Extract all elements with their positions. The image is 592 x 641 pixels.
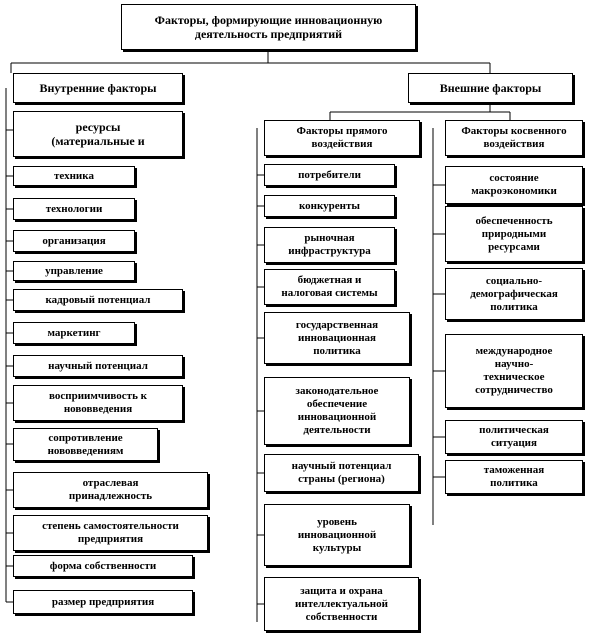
indirect-factor-customs-policy: таможенная политика	[445, 460, 583, 494]
internal-factor-size: размер предприятия	[13, 590, 193, 614]
diagram-title: Факторы, формирующие инновационную деятельность предприятий	[121, 4, 416, 50]
indirect-factor-natural-resources: обеспеченность природными ресурсами	[445, 206, 583, 262]
indirect-factor-macroeconomy: состояние макроэкономики	[445, 166, 583, 204]
internal-factor-receptivity: восприимчивость к нововведения	[13, 385, 183, 421]
direct-factor-budget-tax: бюджетная и налоговая системы	[264, 269, 395, 305]
indirect-factor-political-situation: политическая ситуация	[445, 420, 583, 454]
indirect-factor-international-cooperation: международное научно- техническое сотрудничество	[445, 334, 583, 408]
direct-factor-market-infrastructure: рыночная инфраструктура	[264, 227, 395, 263]
internal-factor-technology: технологии	[13, 198, 135, 220]
internal-factor-marketing: маркетинг	[13, 322, 135, 344]
direct-factor-consumers: потребители	[264, 164, 395, 186]
internal-factor-ownership: форма собственности	[13, 555, 193, 577]
direct-factor-legislation: законодательное обеспечение инновационной деятельности	[264, 377, 410, 445]
internal-factor-scientific-potential: научный потенциал	[13, 355, 183, 377]
internal-factor-independence: степень самостоятельности предприятия	[13, 515, 208, 551]
internal-factors-header: Внутренние факторы	[13, 73, 183, 103]
direct-factor-competitors: конкуренты	[264, 195, 395, 217]
direct-factor-ip-protection: защита и охрана интеллектуальной собственности	[264, 577, 419, 631]
direct-factor-national-science: научный потенциал страны (региона)	[264, 454, 419, 492]
internal-factor-technique: техника	[13, 166, 135, 186]
indirect-factor-socio-demographic: социально- демографическая политика	[445, 268, 583, 320]
internal-factor-management: управление	[13, 261, 135, 281]
external-factors-header: Внешние факторы	[408, 73, 573, 103]
indirect-factors-header: Факторы косвенного воздействия	[445, 120, 583, 156]
direct-factors-header: Факторы прямого воздействия	[264, 120, 420, 156]
internal-factor-resources: ресурсы (материальные и	[13, 111, 183, 157]
internal-factor-industry: отраслевая принадлежность	[13, 472, 208, 508]
internal-factor-personnel: кадровый потенциал	[13, 289, 183, 311]
internal-factor-organization: организация	[13, 230, 135, 252]
internal-factor-resistance: сопротивление нововведениям	[13, 428, 158, 461]
direct-factor-state-policy: государственная инновационная политика	[264, 312, 410, 364]
direct-factor-innovation-culture: уровень инновационной культуры	[264, 504, 410, 566]
